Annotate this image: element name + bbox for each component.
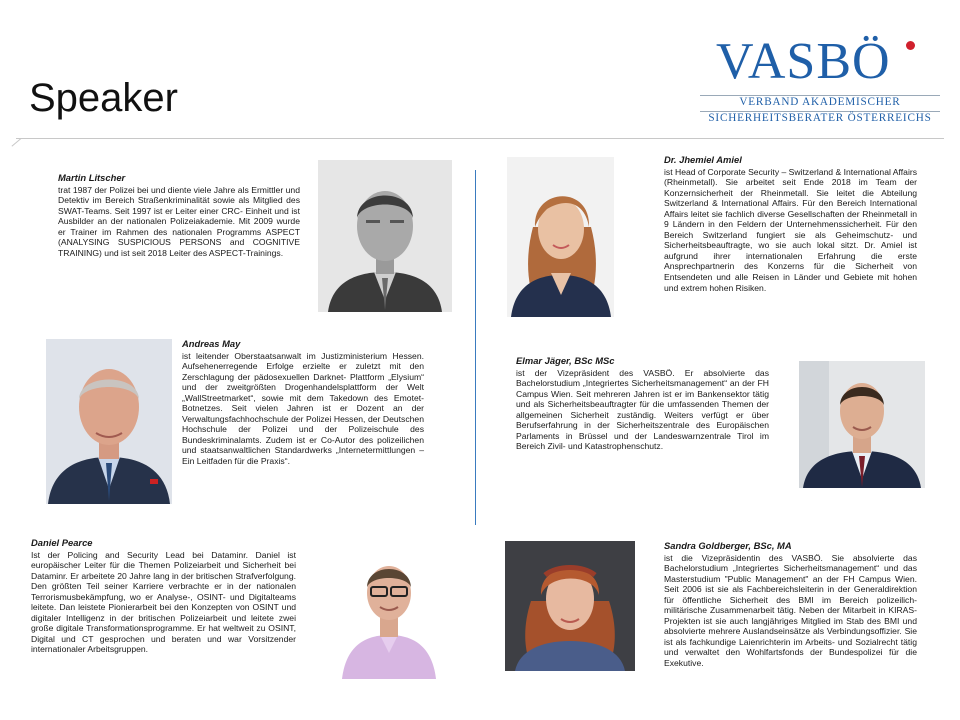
speaker-text: ist der Vizepräsident des VASBÖ. Er absolvierte das Bachelorstudium „Integriertes Sicherheitsmanagement“ an der FH Campus Wien. Seit mehreren Jahren ist er im Bankensektor tätig und als Sicherheitsbeauftragter für die umfassenden Themen der allgemeinen Sicherheit zuständig. Weiters verfügt er über Berufserfahrung in der Sicherheitszentrale des Europäischen Parlaments in Brüssel und der Landeswarnzentrale Tirol im Bereich Zivil- und Katastrophenschutz. xyxy=(516,367,769,452)
speaker-photo-jaeger xyxy=(799,361,925,488)
speaker-bio-jaeger xyxy=(516,356,769,452)
speaker-text: ist leitender Oberstaatsanwalt im Justizministerium Hessen. Aufsehenerregende Erfolge erzielte er zuletzt mit den Zerschlagung der pädosexuellen Darknet- Plattform „Elysium“ und der zweitgrößten Drogenhandelsplattform der Welt „WallStreetmarket“, sowie mit dem Takedown des Emotet-Botnetzes. Seit vielen Jahren ist er Dozent an der Verwaltungsfachhochschule der Polizei Hessen, der Deutschen Hochschule der Polizei und der Polizeischule des Bundeskriminalamts. Zudem ist er Co-Autor des polizeilichen und staatsanwaltlichen Standardwerks „Internetermittlungen – Ein Leitfaden für die Praxis“. xyxy=(182,350,424,467)
vasbo-logo xyxy=(700,32,940,127)
page-title: Speaker xyxy=(29,76,178,120)
speaker-bio-goldberger xyxy=(664,541,917,669)
speaker-bio-may xyxy=(182,339,424,467)
speaker-photo-amiel xyxy=(507,157,614,317)
speaker-text: ist die Vizepräsidentin des VASBÖ. Sie absolvierte das Bachelorstudium „Integriertes Sicherheitsmanagement“ und das Masterstudium "Public Management" an der FH Campus Wien. Seit 2006 ist sie als Fachbereichsleiterin in der Generaldirektion für öffentliche Sicherheit des BMI im Bereich polizeilich-militärische Zusammenarbeit tätig. Neben der Mitarbeit in KIRAS-Projekten ist sie auch langjähriges Mitglied im Stab des BMI und absolvierte mehrere Auslandseinsätze als Verbindungsoffizier. Sie ist als fachkundige Laienrichterin im Arbeits- und Sozialrecht tätig und verwaltet den Wohlfartsfonds der Bundespolizei für die Exekutive. xyxy=(664,552,917,669)
speaker-name: Elmar Jäger, BSc MSc xyxy=(516,355,615,366)
speaker-name: Dr. Jhemiel Amiel xyxy=(664,154,742,165)
speaker-photo-pearce xyxy=(340,549,438,679)
speaker-bio-pearce xyxy=(31,538,296,655)
speaker-photo-may xyxy=(46,339,172,504)
logo-wordmark: VASBÖ xyxy=(716,33,891,90)
speaker-bio-amiel xyxy=(664,155,917,293)
speaker-text: Ist der Policing and Security Lead bei Dataminr. Daniel ist europäischer Leiter für die Themen Polizeiarbeit und Sicherheit bei Dataminr. Er arbeitete 20 Jahre lang in der britischen Strafverfolgung. Den größten Teil seiner Karriere verbrachte er in der nationalen Terrorismusbekämpfung, wo er Analyse-, OSINT- und Digitalteams leitete. Dan leistete Pionierarbeit bei den Konzepten von OSINT und digitaler Intelligenz in der britischen Polizeiarbeit und leitete zwei große digitale Transformationsprogramme. Er hat weltweit zu OSINT, Digital und CT gesprochen und beraten und war Vorsitzender internationaler Arbeitsgruppen. xyxy=(31,549,296,655)
speaker-name: Martin Litscher xyxy=(58,172,126,183)
column-divider xyxy=(475,170,476,525)
speaker-text: trat 1987 der Polizei bei und diente viele Jahre als Ermittler und Detektiv im Bereich Straßenkriminalität sowie als Mitglied des SWAT-Teams. Seit 1997 ist er Leiter einer CRC- Einheit und ist Ausbilder an der nationalen Polizeiakademie. Mit 2009 wurde er Trainer im Rahmen des nationalen Programms ASPECT (ANALYSING SUSPICIOUS PERSONS and COGNITIVE TRAINING) und ist seit 2018 Leiter des ASPECT-Trainings. xyxy=(58,184,300,258)
speaker-photo-litscher xyxy=(318,160,452,312)
logo-subtitle-line1: VERBAND AKADEMISCHER xyxy=(739,96,901,108)
header-divider-notch xyxy=(11,138,21,146)
speaker-name: Andreas May xyxy=(182,338,241,349)
header-divider xyxy=(16,138,944,139)
logo-subtitle-line2: SICHERHEITSBERATER ÖSTERREICHS xyxy=(708,112,932,124)
speaker-name: Daniel Pearce xyxy=(31,537,93,548)
speaker-photo-goldberger xyxy=(505,541,635,671)
speaker-name: Sandra Goldberger, BSc, MA xyxy=(664,540,792,551)
speaker-bio-litscher xyxy=(58,173,300,258)
logo-red-dot xyxy=(906,41,915,50)
speaker-text: ist Head of Corporate Security – Switzerland & International Affairs (Rheinmetall). Sie arbeitet seit Ende 2018 im Team der Konzernsicherheit der Rheinmetall. Sie leitet die Abteilung Switzerland & International Affairs. Für den Bereich International Affairs leitet sie fachlich diverse Gesellschaften der Rheinmetall in 9 Ländern in den Feldern der Unternehmenssicherheit. Für den Bereich Switzerland fungiert sie als Geheimschutz- und Sicherheitsbeauftragte, wo sie auch lokal sitzt. Dr. Amiel ist aufgrund ihrer internationalen Erfahrung die erste Ansprechpartnerin des Konzerns für die Sicherheit von Entsendeten und alle Reisen in Länder und Gebiete mit hohen und extrem hohen Risiken. xyxy=(664,166,918,293)
